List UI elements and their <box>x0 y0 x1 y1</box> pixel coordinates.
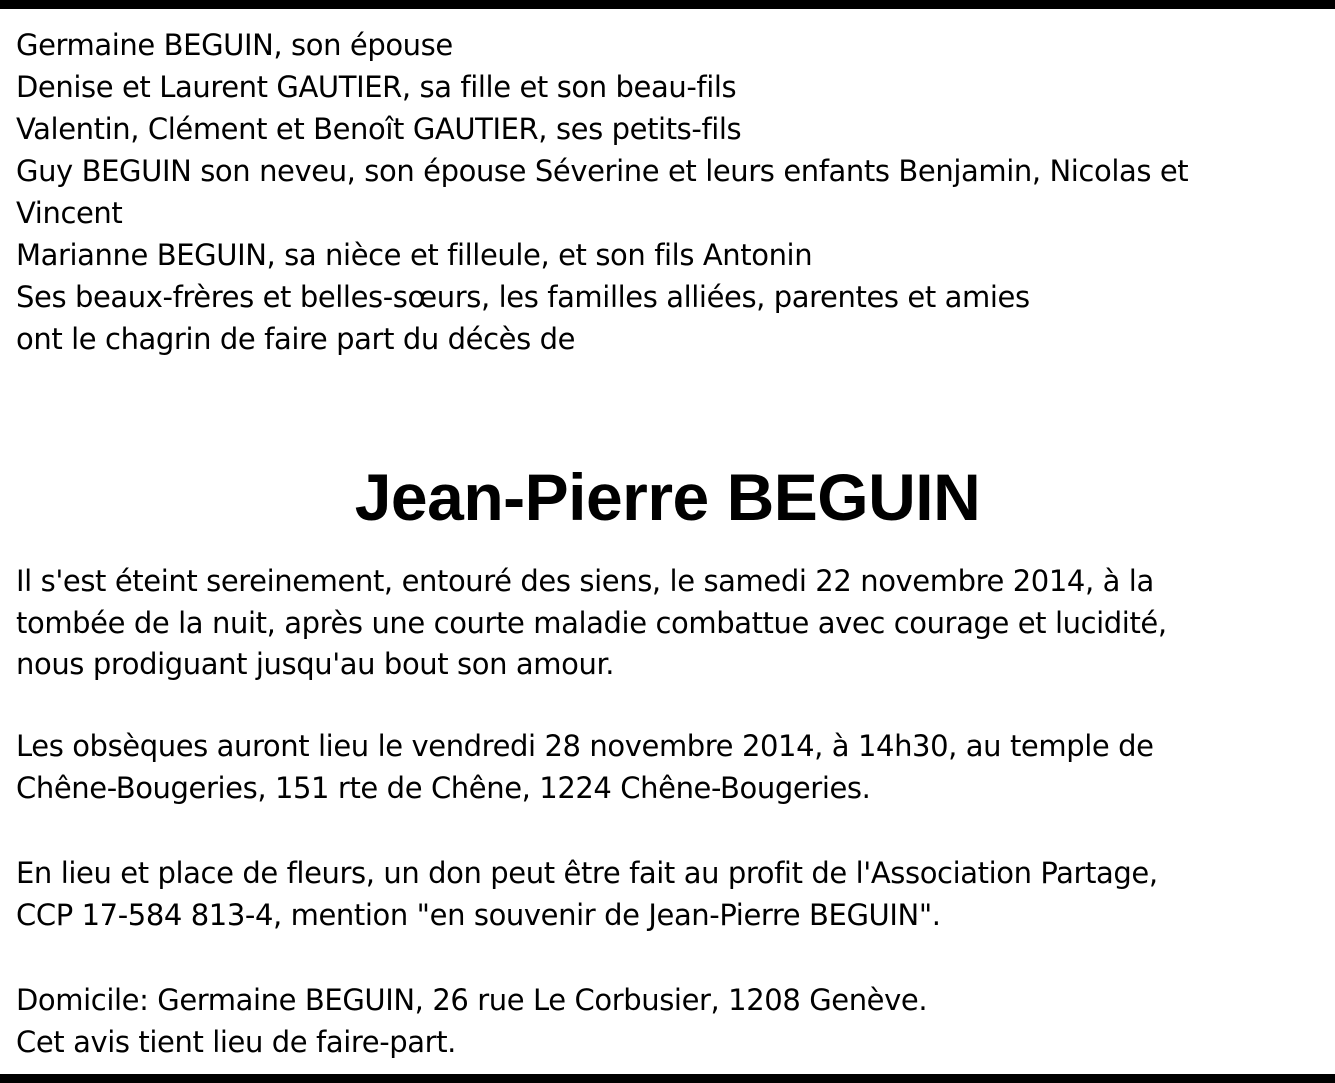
announcer-line: Ses beaux-frères et belles-sœurs, les familles alliées, parentes et amies <box>16 280 1030 314</box>
funeral-paragraph <box>16 726 1316 809</box>
paragraph-line: nous prodiguant jusqu'au bout son amour. <box>16 647 615 681</box>
announcer-line: Valentin, Clément et Benoît GAUTIER, ses petits-fils <box>16 112 742 146</box>
paragraph-line: CCP 17-584 813-4, mention "en souvenir de Jean-Pierre BEGUIN". <box>16 897 941 932</box>
bottom-rule <box>0 1074 1335 1083</box>
announcers-block <box>16 24 1316 360</box>
announcer-line: Marianne BEGUIN, sa nièce et filleule, et son fils Antonin <box>16 238 813 272</box>
paragraph-line: Cet avis tient lieu de faire-part. <box>16 1024 456 1059</box>
top-rule <box>0 0 1335 9</box>
deceased-name: Jean-Pierre BEGUIN <box>354 460 981 534</box>
paragraph-line: En lieu et place de fleurs, un don peut être fait au profit de l'Association Partage, <box>16 856 1158 890</box>
domicile-paragraph <box>16 980 1316 1063</box>
announcer-line: Denise et Laurent GAUTIER, sa fille et son beau-fils <box>16 70 737 104</box>
paragraph-line: tombée de la nuit, après une courte maladie combattue avec courage et lucidité, <box>16 605 1167 640</box>
donation-paragraph <box>16 853 1316 936</box>
paragraph-line: Domicile: Germaine BEGUIN, 26 rue Le Corbusier, 1208 Genève. <box>16 983 928 1017</box>
announcer-line: Guy BEGUIN son neveu, son épouse Séverine et leurs enfants Benjamin, Nicolas et <box>16 154 1189 188</box>
death-paragraph <box>16 561 1316 686</box>
announcer-line: ont le chagrin de faire part du décès de <box>16 322 576 356</box>
paragraph-line: Chêne-Bougeries, 151 rte de Chêne, 1224 Chêne-Bougeries. <box>16 770 871 805</box>
announcer-line: Germaine BEGUIN, son épouse <box>16 28 453 62</box>
paragraph-line: Il s'est éteint sereinement, entouré des siens, le samedi 22 novembre 2014, à la <box>16 564 1154 598</box>
announcer-line: Vincent <box>16 196 123 230</box>
paragraph-line: Les obsèques auront lieu le vendredi 28 novembre 2014, à 14h30, au temple de <box>16 729 1154 763</box>
